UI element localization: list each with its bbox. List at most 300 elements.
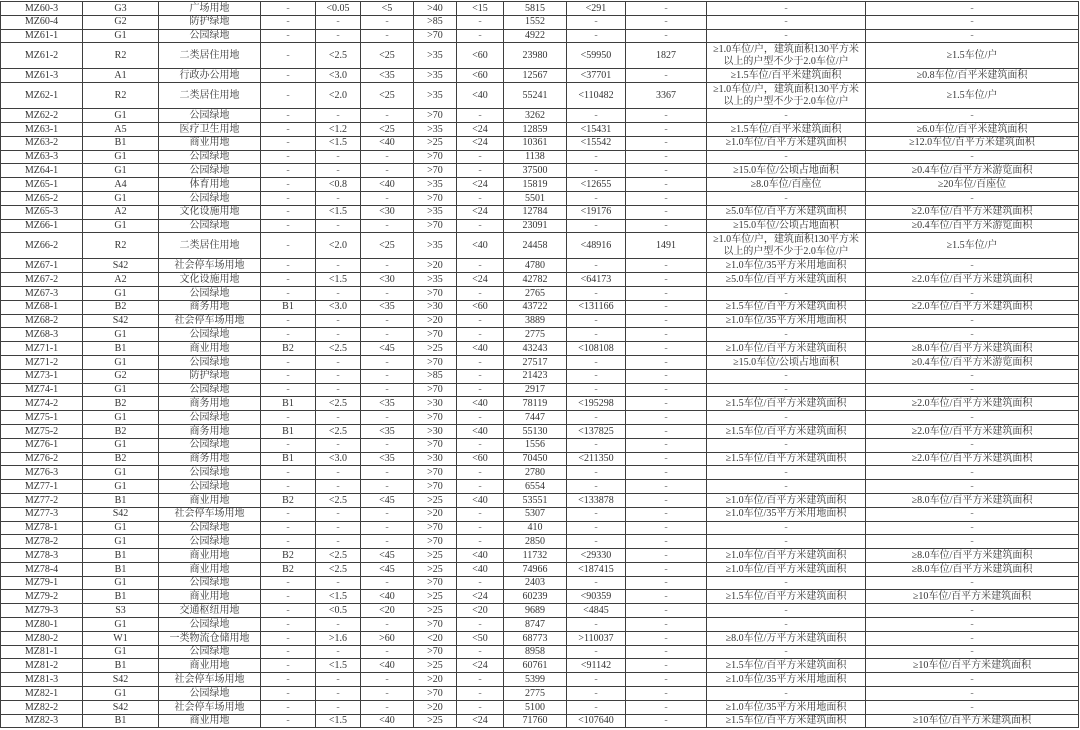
cell-land-area: 2775 <box>504 687 567 701</box>
cell-land-area: 23091 <box>504 219 567 233</box>
cell-land-area: 70450 <box>504 452 567 466</box>
cell-secondary-parking-standard: - <box>866 645 1079 659</box>
cell-compatible-use: - <box>261 438 316 452</box>
cell-dwelling-units: - <box>626 136 707 150</box>
cell-compatible-use: - <box>261 535 316 549</box>
cell-compatible-use: - <box>261 576 316 590</box>
cell-compatible-use: - <box>261 480 316 494</box>
cell-land-area: 2780 <box>504 466 567 480</box>
cell-use-name: 一类物流仓储用地 <box>159 631 261 645</box>
table-row <box>1 122 1079 136</box>
cell-use-code: B2 <box>83 452 159 466</box>
cell-land-area: 1552 <box>504 15 567 29</box>
cell-building-height: - <box>361 383 414 397</box>
table-row <box>1 259 1079 273</box>
cell-plot-code: MZ78-2 <box>1 535 83 549</box>
cell-plot-code: MZ78-4 <box>1 562 83 576</box>
cell-compatible-use: - <box>261 645 316 659</box>
cell-secondary-parking-standard: ≥12.0车位/百平方米建筑面积 <box>866 136 1079 150</box>
cell-parking-standard: - <box>707 604 866 618</box>
cell-building-capacity: - <box>567 618 626 632</box>
cell-plot-code: MZ81-2 <box>1 659 83 673</box>
cell-land-area: 53551 <box>504 493 567 507</box>
cell-far: - <box>316 219 361 233</box>
cell-building-capacity: <29330 <box>567 549 626 563</box>
cell-compatible-use: B2 <box>261 549 316 563</box>
cell-secondary-parking-standard: ≥0.8车位/百平米建筑面积 <box>866 69 1079 83</box>
cell-green-rate: >70 <box>414 411 457 425</box>
cell-use-name: 商业用地 <box>159 562 261 576</box>
cell-use-code: B1 <box>83 590 159 604</box>
cell-use-name: 公园绿地 <box>159 286 261 300</box>
cell-parking-standard: ≥1.5车位/百平方米建筑面积 <box>707 397 866 411</box>
cell-far: - <box>316 645 361 659</box>
cell-green-rate: >20 <box>414 700 457 714</box>
cell-secondary-parking-standard: - <box>866 535 1079 549</box>
cell-compatible-use: - <box>261 618 316 632</box>
cell-plot-code: MZ61-2 <box>1 43 83 69</box>
cell-building-density: - <box>457 191 504 205</box>
table-row <box>1 631 1079 645</box>
cell-secondary-parking-standard: - <box>866 631 1079 645</box>
cell-plot-code: MZ67-1 <box>1 259 83 273</box>
cell-secondary-parking-standard: - <box>866 314 1079 328</box>
cell-building-capacity: - <box>567 411 626 425</box>
cell-far: - <box>316 535 361 549</box>
cell-building-height: - <box>361 411 414 425</box>
cell-green-rate: >35 <box>414 273 457 287</box>
cell-building-capacity: <291 <box>567 2 626 16</box>
cell-green-rate: >70 <box>414 521 457 535</box>
cell-secondary-parking-standard: - <box>866 109 1079 123</box>
table-row <box>1 15 1079 29</box>
cell-use-code: G1 <box>83 150 159 164</box>
cell-building-density: - <box>457 369 504 383</box>
cell-building-capacity: - <box>567 507 626 521</box>
cell-building-capacity: - <box>567 673 626 687</box>
cell-building-height: <45 <box>361 342 414 356</box>
cell-far: - <box>316 521 361 535</box>
cell-dwelling-units: - <box>626 328 707 342</box>
cell-plot-code: MZ75-2 <box>1 424 83 438</box>
cell-land-area: 410 <box>504 521 567 535</box>
cell-building-density: - <box>457 411 504 425</box>
cell-building-height: - <box>361 507 414 521</box>
cell-building-height: <45 <box>361 562 414 576</box>
cell-green-rate: >30 <box>414 424 457 438</box>
cell-far: - <box>316 700 361 714</box>
cell-far: - <box>316 328 361 342</box>
table-row <box>1 150 1079 164</box>
cell-parking-standard: - <box>707 15 866 29</box>
cell-parking-standard: - <box>707 328 866 342</box>
cell-use-name: 交通枢纽用地 <box>159 604 261 618</box>
cell-dwelling-units: - <box>626 687 707 701</box>
cell-plot-code: MZ63-3 <box>1 150 83 164</box>
cell-green-rate: >70 <box>414 438 457 452</box>
cell-parking-standard: ≥1.0车位/百平方米建筑面积 <box>707 562 866 576</box>
cell-building-capacity: <107640 <box>567 714 626 728</box>
cell-building-density: - <box>457 687 504 701</box>
cell-dwelling-units: - <box>626 452 707 466</box>
cell-land-area: 6554 <box>504 480 567 494</box>
cell-far: - <box>316 259 361 273</box>
cell-dwelling-units: - <box>626 122 707 136</box>
cell-parking-standard: - <box>707 191 866 205</box>
cell-use-name: 体育用地 <box>159 178 261 192</box>
cell-far: - <box>316 191 361 205</box>
cell-plot-code: MZ68-3 <box>1 328 83 342</box>
cell-building-capacity: <64173 <box>567 273 626 287</box>
table-row <box>1 300 1079 314</box>
cell-building-height: <40 <box>361 136 414 150</box>
cell-land-area: 43722 <box>504 300 567 314</box>
cell-use-code: A5 <box>83 122 159 136</box>
cell-far: <1.5 <box>316 714 361 728</box>
cell-dwelling-units: - <box>626 369 707 383</box>
cell-compatible-use: B2 <box>261 342 316 356</box>
cell-plot-code: MZ60-3 <box>1 2 83 16</box>
table-row <box>1 507 1079 521</box>
cell-secondary-parking-standard: - <box>866 369 1079 383</box>
cell-plot-code: MZ82-1 <box>1 687 83 701</box>
cell-far: <2.5 <box>316 342 361 356</box>
cell-compatible-use: - <box>261 383 316 397</box>
cell-parking-standard: ≥15.0车位/公顷占地面积 <box>707 164 866 178</box>
cell-dwelling-units: - <box>626 714 707 728</box>
cell-building-capacity: - <box>567 15 626 29</box>
cell-parking-standard: ≥1.0车位/百平方米建筑面积 <box>707 342 866 356</box>
cell-secondary-parking-standard: - <box>866 2 1079 16</box>
cell-use-name: 公园绿地 <box>159 29 261 43</box>
cell-plot-code: MZ66-1 <box>1 219 83 233</box>
cell-land-area: 5399 <box>504 673 567 687</box>
cell-far: <3.0 <box>316 452 361 466</box>
cell-compatible-use: - <box>261 43 316 69</box>
cell-secondary-parking-standard: ≥8.0车位/百平方米建筑面积 <box>866 493 1079 507</box>
cell-land-area: 2775 <box>504 328 567 342</box>
cell-dwelling-units: - <box>626 618 707 632</box>
cell-land-area: 9689 <box>504 604 567 618</box>
cell-land-area: 8747 <box>504 618 567 632</box>
cell-parking-standard: ≥1.0车位/百平方米建筑面积 <box>707 136 866 150</box>
cell-land-area: 8958 <box>504 645 567 659</box>
cell-compatible-use: - <box>261 673 316 687</box>
cell-land-area: 55130 <box>504 424 567 438</box>
cell-compatible-use: - <box>261 2 316 16</box>
cell-land-area: 23980 <box>504 43 567 69</box>
cell-far: <2.0 <box>316 83 361 109</box>
cell-secondary-parking-standard: ≥1.5车位/户 <box>866 83 1079 109</box>
cell-parking-standard: ≥1.0车位/35平方米用地面积 <box>707 507 866 521</box>
cell-green-rate: >35 <box>414 69 457 83</box>
cell-use-name: 二类居住用地 <box>159 233 261 259</box>
cell-use-code: B1 <box>83 493 159 507</box>
cell-green-rate: >25 <box>414 659 457 673</box>
cell-use-code: B1 <box>83 342 159 356</box>
cell-compatible-use: - <box>261 178 316 192</box>
cell-secondary-parking-standard: ≥2.0车位/百平方米建筑面积 <box>866 424 1079 438</box>
cell-use-code: G1 <box>83 521 159 535</box>
cell-green-rate: >35 <box>414 122 457 136</box>
cell-compatible-use: - <box>261 69 316 83</box>
cell-use-name: 商务用地 <box>159 397 261 411</box>
cell-parking-standard: ≥1.0车位/百平方米建筑面积 <box>707 493 866 507</box>
cell-building-density: <20 <box>457 604 504 618</box>
cell-dwelling-units: - <box>626 109 707 123</box>
cell-green-rate: >25 <box>414 562 457 576</box>
cell-use-code: B2 <box>83 300 159 314</box>
cell-building-density: <24 <box>457 205 504 219</box>
cell-land-area: 24458 <box>504 233 567 259</box>
cell-green-rate: >70 <box>414 29 457 43</box>
cell-compatible-use: - <box>261 604 316 618</box>
cell-building-height: <5 <box>361 2 414 16</box>
cell-plot-code: MZ68-1 <box>1 300 83 314</box>
cell-parking-standard: ≥1.0车位/户，建筑面积130平方米以上的户型不少于2.0车位/户 <box>707 43 866 69</box>
cell-far: <1.5 <box>316 590 361 604</box>
cell-far: <0.5 <box>316 604 361 618</box>
cell-compatible-use: - <box>261 590 316 604</box>
cell-far: - <box>316 438 361 452</box>
cell-use-name: 文化设施用地 <box>159 273 261 287</box>
cell-building-density: - <box>457 355 504 369</box>
cell-building-height: <35 <box>361 452 414 466</box>
cell-building-capacity: - <box>567 314 626 328</box>
cell-use-code: S42 <box>83 507 159 521</box>
table-row <box>1 466 1079 480</box>
cell-building-capacity: <4845 <box>567 604 626 618</box>
cell-parking-standard: - <box>707 645 866 659</box>
cell-compatible-use: - <box>261 136 316 150</box>
cell-use-name: 公园绿地 <box>159 618 261 632</box>
cell-dwelling-units: - <box>626 342 707 356</box>
cell-plot-code: MZ71-2 <box>1 355 83 369</box>
cell-plot-code: MZ76-3 <box>1 466 83 480</box>
cell-building-height: - <box>361 687 414 701</box>
cell-use-code: G2 <box>83 369 159 383</box>
cell-building-height: - <box>361 29 414 43</box>
cell-building-density: - <box>457 480 504 494</box>
cell-dwelling-units: - <box>626 355 707 369</box>
cell-building-capacity: <91142 <box>567 659 626 673</box>
cell-building-density: <60 <box>457 300 504 314</box>
cell-green-rate: >70 <box>414 480 457 494</box>
cell-use-code: G1 <box>83 466 159 480</box>
cell-green-rate: >85 <box>414 369 457 383</box>
cell-plot-code: MZ74-1 <box>1 383 83 397</box>
cell-building-density: - <box>457 328 504 342</box>
cell-building-capacity: - <box>567 191 626 205</box>
cell-green-rate: >30 <box>414 452 457 466</box>
cell-use-code: B2 <box>83 424 159 438</box>
cell-building-density: - <box>457 645 504 659</box>
cell-use-name: 公园绿地 <box>159 438 261 452</box>
cell-far: - <box>316 507 361 521</box>
cell-dwelling-units: - <box>626 535 707 549</box>
cell-green-rate: >70 <box>414 150 457 164</box>
cell-use-name: 防护绿地 <box>159 15 261 29</box>
cell-plot-code: MZ75-1 <box>1 411 83 425</box>
cell-building-density: - <box>457 29 504 43</box>
table-row <box>1 233 1079 259</box>
cell-plot-code: MZ71-1 <box>1 342 83 356</box>
cell-building-density: <50 <box>457 631 504 645</box>
cell-use-code: S3 <box>83 604 159 618</box>
cell-building-density: - <box>457 383 504 397</box>
cell-far: <2.5 <box>316 549 361 563</box>
cell-parking-standard: ≥1.0车位/户，建筑面积130平方米以上的户型不少于2.0车位/户 <box>707 83 866 109</box>
cell-secondary-parking-standard: - <box>866 618 1079 632</box>
cell-plot-code: MZ79-2 <box>1 590 83 604</box>
cell-secondary-parking-standard: ≥6.0车位/百平米建筑面积 <box>866 122 1079 136</box>
cell-building-density: - <box>457 164 504 178</box>
cell-building-height: <40 <box>361 659 414 673</box>
cell-green-rate: >70 <box>414 466 457 480</box>
cell-compatible-use: - <box>261 507 316 521</box>
cell-building-height: - <box>361 164 414 178</box>
cell-dwelling-units: 1827 <box>626 43 707 69</box>
cell-far: - <box>316 369 361 383</box>
cell-dwelling-units: - <box>626 466 707 480</box>
cell-land-area: 4780 <box>504 259 567 273</box>
cell-dwelling-units: - <box>626 286 707 300</box>
cell-dwelling-units: - <box>626 178 707 192</box>
table-row <box>1 29 1079 43</box>
table-row <box>1 219 1079 233</box>
cell-parking-standard: ≥1.0车位/35平方米用地面积 <box>707 259 866 273</box>
cell-land-area: 12859 <box>504 122 567 136</box>
cell-green-rate: >70 <box>414 687 457 701</box>
cell-plot-code: MZ81-3 <box>1 673 83 687</box>
cell-use-name: 医疗卫生用地 <box>159 122 261 136</box>
cell-compatible-use: - <box>261 328 316 342</box>
cell-compatible-use: - <box>261 219 316 233</box>
cell-plot-code: MZ80-2 <box>1 631 83 645</box>
cell-green-rate: >70 <box>414 618 457 632</box>
cell-far: - <box>316 150 361 164</box>
cell-secondary-parking-standard: - <box>866 507 1079 521</box>
cell-plot-code: MZ74-2 <box>1 397 83 411</box>
cell-compatible-use: B1 <box>261 424 316 438</box>
cell-use-code: G1 <box>83 328 159 342</box>
cell-dwelling-units: - <box>626 438 707 452</box>
cell-compatible-use: - <box>261 191 316 205</box>
cell-use-code: R2 <box>83 43 159 69</box>
cell-compatible-use: - <box>261 15 316 29</box>
table-row <box>1 369 1079 383</box>
cell-building-capacity: <110482 <box>567 83 626 109</box>
cell-secondary-parking-standard: - <box>866 480 1079 494</box>
cell-green-rate: >85 <box>414 15 457 29</box>
table-row <box>1 191 1079 205</box>
cell-building-height: - <box>361 355 414 369</box>
cell-secondary-parking-standard: ≥10车位/百平方米建筑面积 <box>866 590 1079 604</box>
cell-building-density: - <box>457 700 504 714</box>
cell-building-capacity: <19176 <box>567 205 626 219</box>
cell-building-capacity: - <box>567 369 626 383</box>
cell-use-code: G1 <box>83 687 159 701</box>
cell-compatible-use: - <box>261 150 316 164</box>
cell-use-name: 公园绿地 <box>159 687 261 701</box>
cell-far: <1.2 <box>316 122 361 136</box>
cell-secondary-parking-standard: ≥2.0车位/百平方米建筑面积 <box>866 452 1079 466</box>
cell-building-capacity: - <box>567 576 626 590</box>
cell-use-code: G1 <box>83 355 159 369</box>
cell-far: - <box>316 466 361 480</box>
cell-building-capacity: - <box>567 259 626 273</box>
cell-building-height: - <box>361 150 414 164</box>
cell-parking-standard: ≥1.0车位/35平方米用地面积 <box>707 700 866 714</box>
cell-building-height: <40 <box>361 714 414 728</box>
cell-building-height: <45 <box>361 549 414 563</box>
cell-building-height: - <box>361 219 414 233</box>
cell-green-rate: >25 <box>414 493 457 507</box>
cell-secondary-parking-standard: ≥0.4车位/百平方米游览面积 <box>866 164 1079 178</box>
cell-compatible-use: - <box>261 355 316 369</box>
cell-dwelling-units: - <box>626 562 707 576</box>
cell-building-capacity: <137825 <box>567 424 626 438</box>
cell-parking-standard: ≥8.0车位/万平方米建筑面积 <box>707 631 866 645</box>
cell-parking-standard: - <box>707 438 866 452</box>
cell-dwelling-units: - <box>626 493 707 507</box>
cell-plot-code: MZ80-1 <box>1 618 83 632</box>
cell-use-name: 商业用地 <box>159 342 261 356</box>
table-row <box>1 521 1079 535</box>
cell-building-height: <30 <box>361 205 414 219</box>
cell-parking-standard: - <box>707 618 866 632</box>
cell-plot-code: MZ82-2 <box>1 700 83 714</box>
cell-building-density: <40 <box>457 342 504 356</box>
cell-building-capacity: <131166 <box>567 300 626 314</box>
cell-use-code: B1 <box>83 714 159 728</box>
cell-dwelling-units: - <box>626 259 707 273</box>
cell-building-height: - <box>361 645 414 659</box>
cell-compatible-use: - <box>261 205 316 219</box>
cell-use-name: 文化设施用地 <box>159 205 261 219</box>
cell-secondary-parking-standard: - <box>866 15 1079 29</box>
cell-use-name: 公园绿地 <box>159 576 261 590</box>
cell-use-code: G1 <box>83 29 159 43</box>
cell-dwelling-units: - <box>626 273 707 287</box>
cell-building-height: - <box>361 191 414 205</box>
table-row <box>1 659 1079 673</box>
table-row <box>1 178 1079 192</box>
cell-building-density: - <box>457 507 504 521</box>
cell-compatible-use: - <box>261 687 316 701</box>
cell-compatible-use: - <box>261 83 316 109</box>
cell-land-area: 78119 <box>504 397 567 411</box>
cell-building-capacity: <187415 <box>567 562 626 576</box>
cell-secondary-parking-standard: ≥2.0车位/百平方米建筑面积 <box>866 205 1079 219</box>
cell-building-capacity: - <box>567 29 626 43</box>
cell-building-height: <40 <box>361 590 414 604</box>
cell-building-height: <35 <box>361 424 414 438</box>
cell-secondary-parking-standard: ≥8.0车位/百平方米建筑面积 <box>866 549 1079 563</box>
cell-secondary-parking-standard: - <box>866 191 1079 205</box>
cell-dwelling-units: - <box>626 659 707 673</box>
cell-building-capacity: - <box>567 480 626 494</box>
cell-building-height: - <box>361 109 414 123</box>
cell-dwelling-units: - <box>626 69 707 83</box>
cell-land-area: 60761 <box>504 659 567 673</box>
cell-building-density: <40 <box>457 233 504 259</box>
cell-parking-standard: ≥1.5车位/百平方米建筑面积 <box>707 300 866 314</box>
cell-building-height: - <box>361 328 414 342</box>
cell-parking-standard: - <box>707 576 866 590</box>
cell-far: - <box>316 314 361 328</box>
cell-use-name: 广场用地 <box>159 2 261 16</box>
